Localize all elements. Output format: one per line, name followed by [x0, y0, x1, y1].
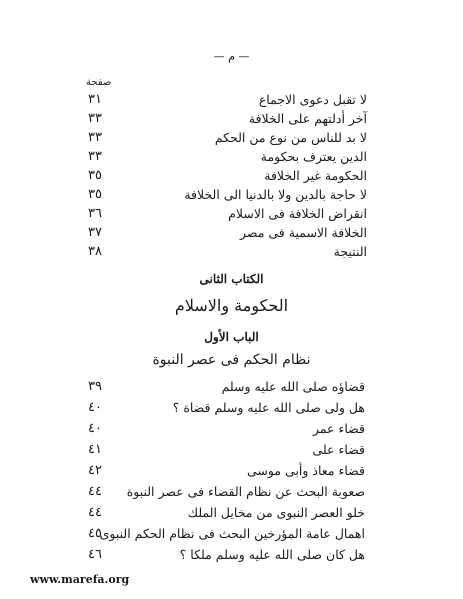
chapter-label: الباب الأول — [204, 330, 259, 344]
toc-row — [0, 441, 463, 459]
toc-page-number: ٤١ — [88, 442, 102, 457]
toc-row — [0, 243, 463, 261]
toc-row — [0, 186, 463, 204]
toc-entry-title: هل ولى صلى الله عليه وسلم قضاة ؟ — [172, 400, 365, 415]
toc-row — [0, 91, 463, 109]
toc-page-number: ٣٦ — [88, 206, 102, 221]
toc-entry-title: لا حاجة بالدين ولا بالدنيا الى الخلافة — [184, 187, 367, 202]
toc-page-number: ٤٠ — [88, 400, 102, 415]
toc-row — [0, 546, 463, 564]
toc-row — [0, 224, 463, 242]
toc-entry-title: آخر أدلتهم على الخلافة — [248, 111, 367, 126]
toc-row — [0, 110, 463, 128]
toc-entry-title: النتيجة — [333, 244, 367, 259]
toc-page-number: ٤٤ — [88, 484, 102, 499]
toc-entry-title: صعوبة البحث عن نظام القضاء فى عصر النبوة — [126, 484, 365, 499]
toc-page-number: ٤٥ — [88, 526, 102, 541]
book-title: الحكومة والاسلام — [174, 296, 289, 315]
toc-page-number: ٣٥ — [88, 187, 102, 202]
toc-row — [0, 525, 463, 543]
toc-page-number: ٣٨ — [88, 244, 102, 259]
toc-page-number: ٣٥ — [88, 168, 102, 183]
toc-page-number: ٣٣ — [88, 149, 102, 164]
footer-site-url: www.marefa.org — [30, 573, 130, 586]
toc-entry-title: الحكومة غير الخلافة — [264, 168, 367, 183]
toc-entry-title: قضاؤه صلى الله عليه وسلم — [221, 379, 365, 394]
toc-row — [0, 399, 463, 417]
toc-row — [0, 167, 463, 185]
page-marker: — م — — [213, 50, 250, 63]
toc-page-number: ٣٣ — [88, 111, 102, 126]
toc-entry-title: انقراض الخلافة فى الاسلام — [228, 206, 367, 221]
toc-page-number: ٣٣ — [88, 130, 102, 145]
toc-row — [0, 504, 463, 522]
toc-row — [0, 378, 463, 396]
toc-row — [0, 148, 463, 166]
toc-entry-title: لا بد للناس من نوع من الحكم — [214, 130, 367, 145]
toc-entry-title: اهمال عامة المؤرخين البحث فى نظام الحكم النبوى — [99, 526, 365, 541]
toc-entry-title: الدين يعترف بحكومة — [260, 149, 367, 164]
book-label: الكتاب الثانى — [199, 272, 264, 286]
toc-row — [0, 420, 463, 438]
toc-entry-title: خلو العصر النبوى من مخايل الملك — [187, 505, 365, 520]
toc-entry-title: قضاء عمر — [312, 421, 365, 436]
toc-page-number: ٤٤ — [88, 505, 102, 520]
page-column-label: صفحة — [86, 77, 112, 88]
chapter-title: نظام الحكم فى عصر النبوة — [152, 352, 311, 368]
toc-entry-title: قضاء معاذ وأبى موسى — [247, 463, 365, 478]
toc-row — [0, 129, 463, 147]
toc-entry-title: قضاء على — [312, 442, 365, 457]
toc-page-number: ٣٩ — [88, 379, 102, 394]
toc-page-number: ٤٢ — [88, 463, 102, 478]
toc-page-number: ٣١ — [88, 92, 102, 107]
toc-row — [0, 462, 463, 480]
toc-page-number: ٤٠ — [88, 421, 102, 436]
toc-row — [0, 205, 463, 223]
toc-entry-title: هل كان صلى الله عليه وسلم ملكا ؟ — [179, 547, 365, 562]
toc-row — [0, 483, 463, 501]
toc-entry-title: لا تقبل دعوى الاجماع — [258, 92, 367, 107]
toc-entry-title: الخلافة الاسمية فى مصر — [239, 225, 367, 240]
toc-page-number: ٤٦ — [88, 547, 102, 562]
toc-page-number: ٣٧ — [88, 225, 102, 240]
